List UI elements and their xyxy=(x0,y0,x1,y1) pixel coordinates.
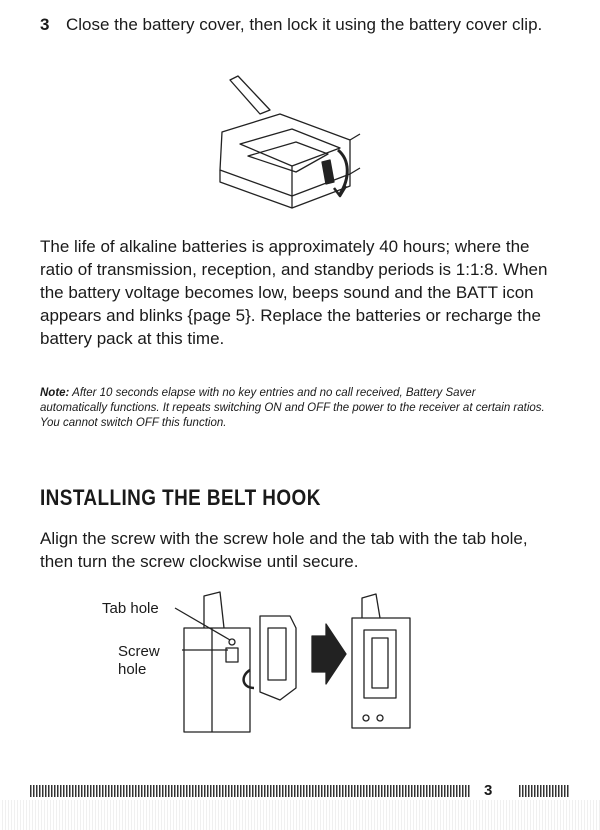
section-body: Align the screw with the screw hole and the tab with the tab hole, then turn the screw clockwise until secure. xyxy=(40,529,528,571)
note-label: Note: xyxy=(40,387,70,399)
step-3 xyxy=(40,14,560,36)
screw-hole-label: Screw hole xyxy=(118,643,160,678)
note-text: After 10 seconds elapse with no key entries and no call received, Battery Saver automatically functions. It repeats switching ON and OFF the power to the receiver at certain ratios. You cannot switch OFF this function. xyxy=(40,387,545,429)
battery-life-paragraph: The life of alkaline batteries is approximately 40 hours; where the ratio of transmission, reception, and standby periods is 1:1:8. When the battery voltage becomes low, beeps sound and the BATT icon appears and blinks {page 5}. Replace the batteries or recharge the battery pack at this time. xyxy=(40,237,548,348)
note xyxy=(40,386,545,431)
scan-noise xyxy=(0,800,600,830)
battery-cover-illustration xyxy=(200,74,380,224)
step-text: Close the battery cover, then lock it using the battery cover clip. xyxy=(66,15,543,34)
belt-hook-illustration xyxy=(100,588,430,748)
page-number: 3 xyxy=(480,782,496,799)
section-heading: INSTALLING THE BELT HOOK xyxy=(40,485,321,510)
tab-hole-label: Tab hole xyxy=(102,600,159,617)
step-number: 3 xyxy=(40,15,50,34)
